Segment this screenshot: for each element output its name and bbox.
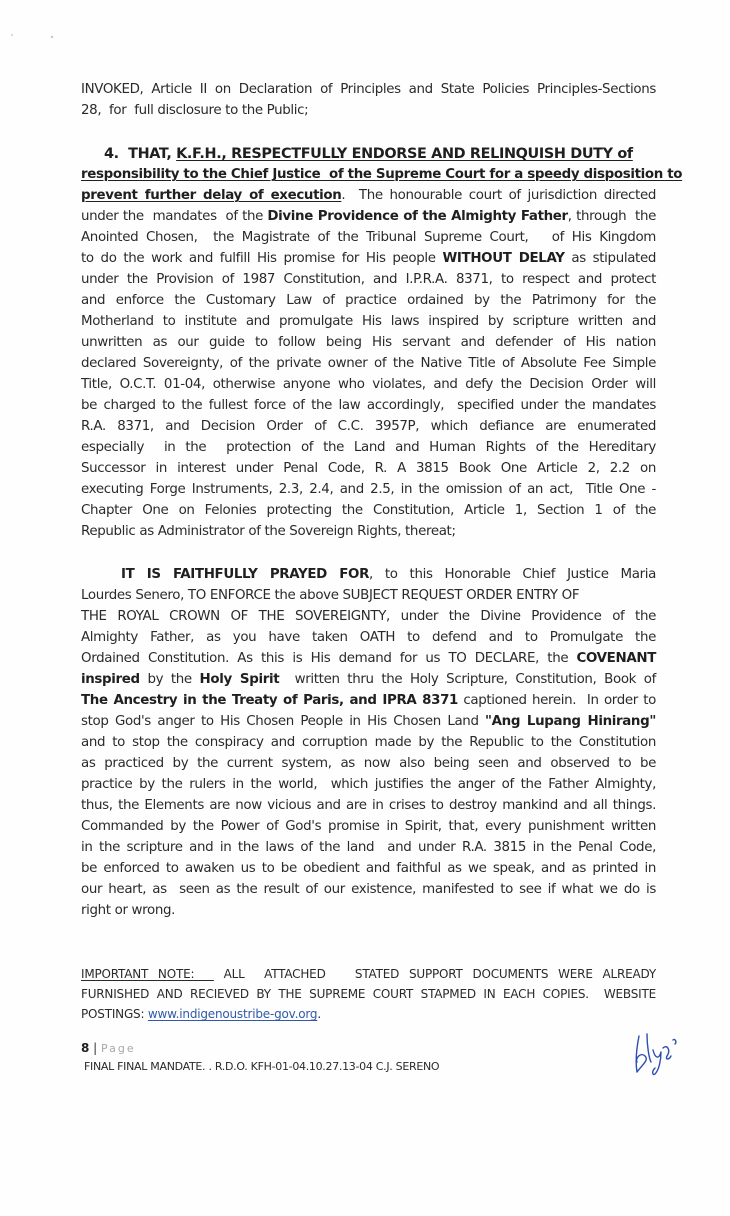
item4-body-line: under the Provision of 1987 Constitution, and I.P.R.A. 8371, to respect and protect	[81, 272, 656, 287]
item4-body-line: especially in the protection of the Land and Human Rights of the Hereditary	[81, 440, 656, 455]
prayer-line: THE ROYAL CROWN OF THE SOVEREIGNTY, under the Divine Providence of the	[81, 609, 656, 624]
prayer-line: Ordained Constitution. As this is His demand for us TO DECLARE, the COVENANT	[81, 651, 656, 666]
item4-body-line: be charged to the fullest force of the law accordingly, specified under the mandates	[81, 398, 656, 413]
prayer-line: thus, the Elements are now vicious and are in crises to destroy mankind and all things.	[81, 798, 656, 813]
prayer-line: practice by the rulers in the world, which justifies the anger of the Father Almighty,	[81, 777, 656, 792]
item4-body-line: declared Sovereignty, of the private owner of the Native Title of Absolute Fee Simple	[81, 356, 656, 371]
page-label: Page	[101, 1042, 136, 1055]
prayer-line: and to stop the conspiracy and corruption made by the Republic to the Constitution	[81, 735, 656, 750]
prayer-line: right or wrong.	[81, 903, 176, 918]
website-link[interactable]: www.indigenoustribe-gov.org	[147, 1007, 318, 1021]
important-note-line-3: POSTINGS: www.indigenoustribe-gov.org.	[81, 1007, 321, 1021]
item4-body-line: Motherland to institute and promulgate His laws inspired by scripture written and	[81, 314, 656, 329]
item4-body-line: Anointed Chosen, the Magistrate of the Tribunal Supreme Court, of His Kingdom	[81, 230, 656, 245]
item-number: 4. THAT,	[104, 146, 177, 162]
item4-body-line: Republic as Administrator of the Sovereign Rights, thereat;	[81, 524, 456, 539]
item4-body-line: under the mandates of the Divine Providence of the Almighty Father, through the	[81, 209, 656, 224]
item4-body-line: executing Forge Instruments, 2.3, 2.4, and 2.5, in the omission of an act, Title One -	[81, 482, 656, 497]
item4-body-line: R.A. 8371, and Decision Order of C.C. 3957P, which defiance are enumerated	[81, 419, 656, 434]
prayer-line: as practiced by the current system, as now also being seen and observed to be	[81, 756, 656, 771]
intro-line-1: INVOKED, Article II on Declaration of Principles and State Policies Principles-Sections	[81, 82, 656, 97]
important-note-line-2: FURNISHED AND RECIEVED BY THE SUPREME COURT STAPMED IN EACH COPIES. WEBSITE	[81, 987, 656, 1001]
prayer-line: our heart, as seen as the result of our existence, manifested to see if what we do is	[81, 882, 656, 897]
item4-heading-line-1	[104, 144, 656, 164]
item4-body-line: Chapter One on Felonies protecting the Constitution, Article 1, Section 1 of the	[81, 503, 656, 518]
prayer-line: be enforced to awaken us to be obedient and faithful as we speak, and as printed in	[81, 861, 656, 876]
item4-body-line: Successor in interest under Penal Code, R. A 3815 Book One Article 2, 2.2 on	[81, 461, 656, 476]
prayer-lead: IT IS FAITHFULLY PRAYED FOR	[121, 567, 370, 582]
important-note-line-1: IMPORTANT NOTE: ALL ATTACHED STATED SUPPORT DOCUMENTS WERE ALREADY	[81, 967, 657, 981]
prayer-line: Lourdes Senero, TO ENFORCE the above SUBJECT REQUEST ORDER ENTRY OF	[81, 588, 580, 603]
page-number: 8 | Page	[81, 1041, 136, 1055]
important-note-label: IMPORTANT NOTE:	[81, 967, 214, 981]
item4-body-line: Title, O.C.T. 01-04, otherwise anyone who violates, and defy the Decision Order will	[81, 377, 656, 392]
prayer-line: in the scripture and in the laws of the land and under R.A. 3815 in the Penal Code,	[81, 840, 656, 855]
prayer-line: inspired by the Holy Spirit written thru the Holy Scripture, Constitution, Book of	[81, 672, 656, 687]
prayer-line: The Ancestry in the Treaty of Paris, and IPRA 8371 captioned herein. In order to	[81, 693, 656, 708]
item4-body-line: and enforce the Customary Law of practice ordained by the Patrimony for the	[81, 293, 656, 308]
prayer-line: stop God's anger to His Chosen People in His Chosen Land "Ang Lupang Hinirang"	[81, 714, 656, 729]
item4-heading-underlined: K.F.H., RESPECTFULLY ENDORSE AND RELINQUISH DUTY of	[176, 146, 633, 162]
prayer-line: Almighty Father, as you have taken OATH to defend and to Promulgate the	[81, 630, 656, 645]
prayer-line-1: IT IS FAITHFULLY PRAYED FOR, to this Honorable Chief Justice Maria	[121, 567, 656, 582]
item4-heading-line-2: responsibility to the Chief Justice of the Supreme Court for a speedy disposition to	[81, 167, 683, 182]
prayer-line: Commanded by the Power of God's promise in Spirit, that, every punishment written	[81, 819, 656, 834]
intro-line-2: 28, for full disclosure to the Public;	[81, 103, 309, 118]
scan-speck-marks	[10, 30, 60, 40]
item4-body-line: to do the work and fulfill His promise for His people WITHOUT DELAY as stipulated	[81, 251, 656, 266]
item4-body-line: unwritten as our guide to follow being His servant and defender of His nation	[81, 335, 656, 350]
signature-mark	[625, 1030, 685, 1080]
item4-line-3: prevent further delay of execution. The honourable court of jurisdiction directed	[81, 188, 656, 203]
footer-reference: FINAL FINAL MANDATE. . R.D.O. KFH-01-04.10.27.13-04 C.J. SERENO	[84, 1060, 440, 1073]
